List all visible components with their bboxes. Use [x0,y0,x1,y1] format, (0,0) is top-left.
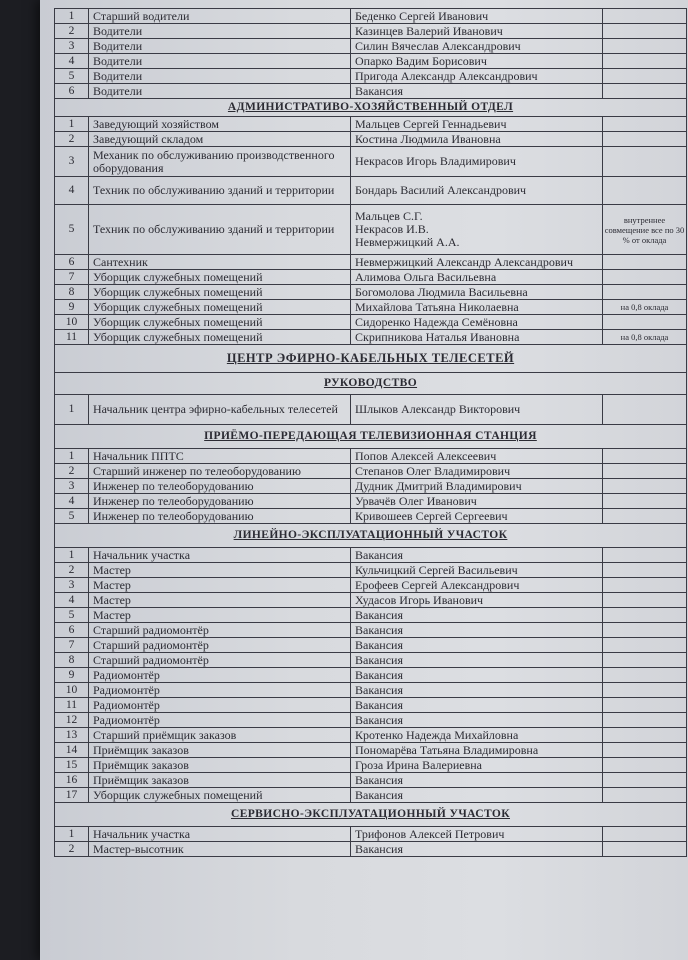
position-cell: Мастер [89,563,351,578]
employee-name-cell: Шлыков Александр Викторович [351,395,603,425]
note-cell [603,578,687,593]
row-number: 1 [55,449,89,464]
position-cell: Мастер-высотник [89,842,351,857]
employee-name-cell: Михайлова Татьяна Николаевна [351,300,603,315]
position-cell: Приёмщик заказов [89,743,351,758]
row-number: 4 [55,494,89,509]
employee-name-cell: Вакансия [351,773,603,788]
employee-name-cell: Сидоренко Надежда Семёновна [351,315,603,330]
note-cell [603,773,687,788]
row-number: 14 [55,743,89,758]
row-number: 6 [55,255,89,270]
employee-name-cell: Алимова Ольга Васильевна [351,270,603,285]
staff-table-sheet [54,8,686,857]
staff-table-body [55,9,687,857]
employee-name-cell: Кульчицкий Сергей Васильевич [351,563,603,578]
table-row [55,827,687,842]
note-cell [603,494,687,509]
employee-name-cell: Пригода Александр Александрович [351,69,603,84]
row-number: 3 [55,147,89,177]
employee-name-cell: Ерофеев Сергей Александрович [351,578,603,593]
table-row [55,653,687,668]
table-row [55,117,687,132]
row-number: 16 [55,773,89,788]
employee-name-cell: Силин Вячеслав Александрович [351,39,603,54]
position-cell: Уборщик служебных помещений [89,788,351,803]
row-number: 8 [55,285,89,300]
table-row [55,758,687,773]
table-row [55,713,687,728]
row-number: 2 [55,464,89,479]
table-row [55,548,687,563]
position-cell: Техник по обслуживанию зданий и территории [89,205,351,255]
row-number: 7 [55,638,89,653]
position-cell: Водители [89,54,351,69]
table-row [55,638,687,653]
row-number: 1 [55,117,89,132]
row-number: 3 [55,578,89,593]
note-cell: внутреннее совмещение все по 30 % от оклада [603,205,687,255]
employee-name-cell: Вакансия [351,84,603,99]
position-cell: Начальник участка [89,548,351,563]
table-row [55,563,687,578]
position-cell: Приёмщик заказов [89,773,351,788]
employee-name-cell: Вакансия [351,698,603,713]
employee-name-cell: Костина Людмила Ивановна [351,132,603,147]
employee-name-cell: Вакансия [351,683,603,698]
table-row [55,84,687,99]
note-cell [603,255,687,270]
row-number: 2 [55,563,89,578]
table-row [55,9,687,24]
note-cell [603,653,687,668]
employee-name-cell: Беденко Сергей Иванович [351,9,603,24]
position-cell: Уборщик служебных помещений [89,285,351,300]
row-number: 10 [55,683,89,698]
employee-name-cell: Дудник Дмитрий Владимирович [351,479,603,494]
table-row [55,147,687,177]
position-cell: Радиомонтёр [89,713,351,728]
position-cell: Заведующий складом [89,132,351,147]
position-cell: Водители [89,84,351,99]
position-cell: Старший инженер по телеоборудованию [89,464,351,479]
row-number: 7 [55,270,89,285]
position-cell: Мастер [89,578,351,593]
note-cell [603,683,687,698]
note-cell [603,788,687,803]
row-number: 1 [55,827,89,842]
employee-name-cell: Опарко Вадим Борисович [351,54,603,69]
table-row [55,578,687,593]
table-row [55,54,687,69]
table-row [55,69,687,84]
table-row [55,608,687,623]
row-number: 6 [55,84,89,99]
note-cell [603,509,687,524]
table-row [55,449,687,464]
note-cell [603,743,687,758]
position-cell: Техник по обслуживанию зданий и территории [89,177,351,205]
row-number: 3 [55,479,89,494]
section-header-row [55,425,687,449]
row-number: 5 [55,205,89,255]
employee-name-cell: Вакансия [351,548,603,563]
employee-name-cell: Худасов Игорь Иванович [351,593,603,608]
table-row [55,773,687,788]
row-number: 2 [55,24,89,39]
row-number: 6 [55,623,89,638]
employee-name-cell: Гроза Ирина Валериевна [351,758,603,773]
table-row [55,132,687,147]
employee-name-cell: Невмержицкий Александр Александрович [351,255,603,270]
position-cell: Старший радиомонтёр [89,623,351,638]
table-row [55,494,687,509]
row-number: 12 [55,713,89,728]
note-cell [603,147,687,177]
note-cell [603,563,687,578]
note-cell [603,623,687,638]
note-cell [603,132,687,147]
note-cell [603,117,687,132]
note-cell [603,593,687,608]
table-row [55,698,687,713]
position-cell: Заведующий хозяйством [89,117,351,132]
table-row [55,300,687,315]
employee-name-cell: Казинцев Валерий Иванович [351,24,603,39]
employee-name-cell: Вакансия [351,842,603,857]
employee-name-cell: Мальцев С.Г. Некрасов И.В. Невмержицкий А.А. [351,205,603,255]
position-cell: Начальник участка [89,827,351,842]
row-number: 4 [55,54,89,69]
position-cell: Радиомонтёр [89,683,351,698]
position-cell: Механик по обслуживанию производственного оборудования [89,147,351,177]
table-row [55,842,687,857]
position-cell: Старший приёмщик заказов [89,728,351,743]
position-cell: Мастер [89,608,351,623]
row-number: 4 [55,177,89,205]
position-cell: Старший радиомонтёр [89,638,351,653]
table-row [55,285,687,300]
row-number: 1 [55,9,89,24]
note-cell [603,69,687,84]
note-cell [603,84,687,99]
row-number: 11 [55,698,89,713]
row-number: 1 [55,395,89,425]
note-cell [603,698,687,713]
row-number: 5 [55,509,89,524]
row-number: 1 [55,548,89,563]
note-cell [603,285,687,300]
employee-name-cell: Кривошеев Сергей Сергеевич [351,509,603,524]
row-number: 9 [55,668,89,683]
position-cell: Радиомонтёр [89,698,351,713]
employee-name-cell: Попов Алексей Алексеевич [351,449,603,464]
row-number: 9 [55,300,89,315]
table-row [55,24,687,39]
position-cell: Сантехник [89,255,351,270]
position-cell: Водители [89,24,351,39]
position-cell: Водители [89,39,351,54]
employee-name-cell: Степанов Олег Владимирович [351,464,603,479]
employee-name-cell: Вакансия [351,623,603,638]
row-number: 11 [55,330,89,345]
table-row [55,255,687,270]
table-row [55,39,687,54]
row-number: 2 [55,132,89,147]
position-cell: Старший радиомонтёр [89,653,351,668]
section-title: ЛИНЕЙНО-ЭКСПЛУАТАЦИОННЫЙ УЧАСТОК [55,524,687,548]
note-cell [603,758,687,773]
table-row [55,205,687,255]
document-page [40,0,688,960]
table-row [55,593,687,608]
table-row [55,509,687,524]
position-cell: Водители [89,69,351,84]
section-title: АДМИНИСТРАТИВО-ХОЗЯЙСТВЕННЫЙ ОТДЕЛ [55,99,687,117]
row-number: 15 [55,758,89,773]
table-row [55,464,687,479]
note-cell [603,827,687,842]
note-cell [603,464,687,479]
row-number: 4 [55,593,89,608]
note-cell [603,54,687,69]
table-row [55,788,687,803]
position-cell: Уборщик служебных помещений [89,300,351,315]
employee-name-cell: Вакансия [351,653,603,668]
row-number: 5 [55,69,89,84]
section-title: РУКОВОДСТВО [55,373,687,395]
row-number: 17 [55,788,89,803]
employee-name-cell: Вакансия [351,608,603,623]
note-cell [603,177,687,205]
employee-name-cell: Мальцев Сергей Геннадьевич [351,117,603,132]
position-cell: Уборщик служебных помещений [89,315,351,330]
employee-name-cell: Бондарь Василий Александрович [351,177,603,205]
table-row [55,177,687,205]
position-cell: Приёмщик заказов [89,758,351,773]
table-row [55,683,687,698]
staff-table [54,8,687,857]
note-cell [603,713,687,728]
section-title: СЕРВИСНО-ЭКСПЛУАТАЦИОННЫЙ УЧАСТОК [55,803,687,827]
table-row [55,315,687,330]
position-cell: Инженер по телеоборудованию [89,509,351,524]
table-row [55,728,687,743]
position-cell: Инженер по телеоборудованию [89,494,351,509]
table-row [55,479,687,494]
section-header-row [55,373,687,395]
table-row [55,395,687,425]
employee-name-cell: Пономарёва Татьяна Владимировна [351,743,603,758]
note-cell [603,638,687,653]
row-number: 5 [55,608,89,623]
position-cell: Уборщик служебных помещений [89,270,351,285]
row-number: 3 [55,39,89,54]
section-title: ЦЕНТР ЭФИРНО-КАБЕЛЬНЫХ ТЕЛЕСЕТЕЙ [55,345,687,373]
position-cell: Начальник центра эфирно-кабельных телесетей [89,395,351,425]
note-cell [603,9,687,24]
position-cell: Уборщик служебных помещений [89,330,351,345]
note-cell [603,39,687,54]
employee-name-cell: Вакансия [351,668,603,683]
employee-name-cell: Вакансия [351,638,603,653]
employee-name-cell: Кротенко Надежда Михайловна [351,728,603,743]
row-number: 8 [55,653,89,668]
position-cell: Начальник ППТС [89,449,351,464]
note-cell [603,548,687,563]
note-cell [603,728,687,743]
note-cell [603,270,687,285]
note-cell [603,842,687,857]
note-cell [603,395,687,425]
section-header-row [55,803,687,827]
note-cell [603,668,687,683]
section-header-row [55,524,687,548]
position-cell: Старший водители [89,9,351,24]
position-cell: Инженер по телеоборудованию [89,479,351,494]
row-number: 10 [55,315,89,330]
note-cell [603,24,687,39]
table-row [55,743,687,758]
employee-name-cell: Скрипникова Наталья Ивановна [351,330,603,345]
section-title: ПРИЁМО-ПЕРЕДАЮЩАЯ ТЕЛЕВИЗИОННАЯ СТАНЦИЯ [55,425,687,449]
table-row [55,270,687,285]
note-cell [603,315,687,330]
employee-name-cell: Вакансия [351,788,603,803]
row-number: 2 [55,842,89,857]
position-cell: Мастер [89,593,351,608]
employee-name-cell: Трифонов Алексей Петрович [351,827,603,842]
employee-name-cell: Урвачёв Олег Иванович [351,494,603,509]
note-cell: на 0,8 оклада [603,330,687,345]
employee-name-cell: Вакансия [351,713,603,728]
row-number: 13 [55,728,89,743]
note-cell [603,449,687,464]
note-cell [603,608,687,623]
position-cell: Радиомонтёр [89,668,351,683]
note-cell: на 0,8 оклада [603,300,687,315]
table-row [55,668,687,683]
note-cell [603,479,687,494]
employee-name-cell: Некрасов Игорь Владимирович [351,147,603,177]
table-row [55,623,687,638]
employee-name-cell: Богомолова Людмила Васильевна [351,285,603,300]
section-header-row [55,99,687,117]
section-header-row [55,345,687,373]
table-row [55,330,687,345]
